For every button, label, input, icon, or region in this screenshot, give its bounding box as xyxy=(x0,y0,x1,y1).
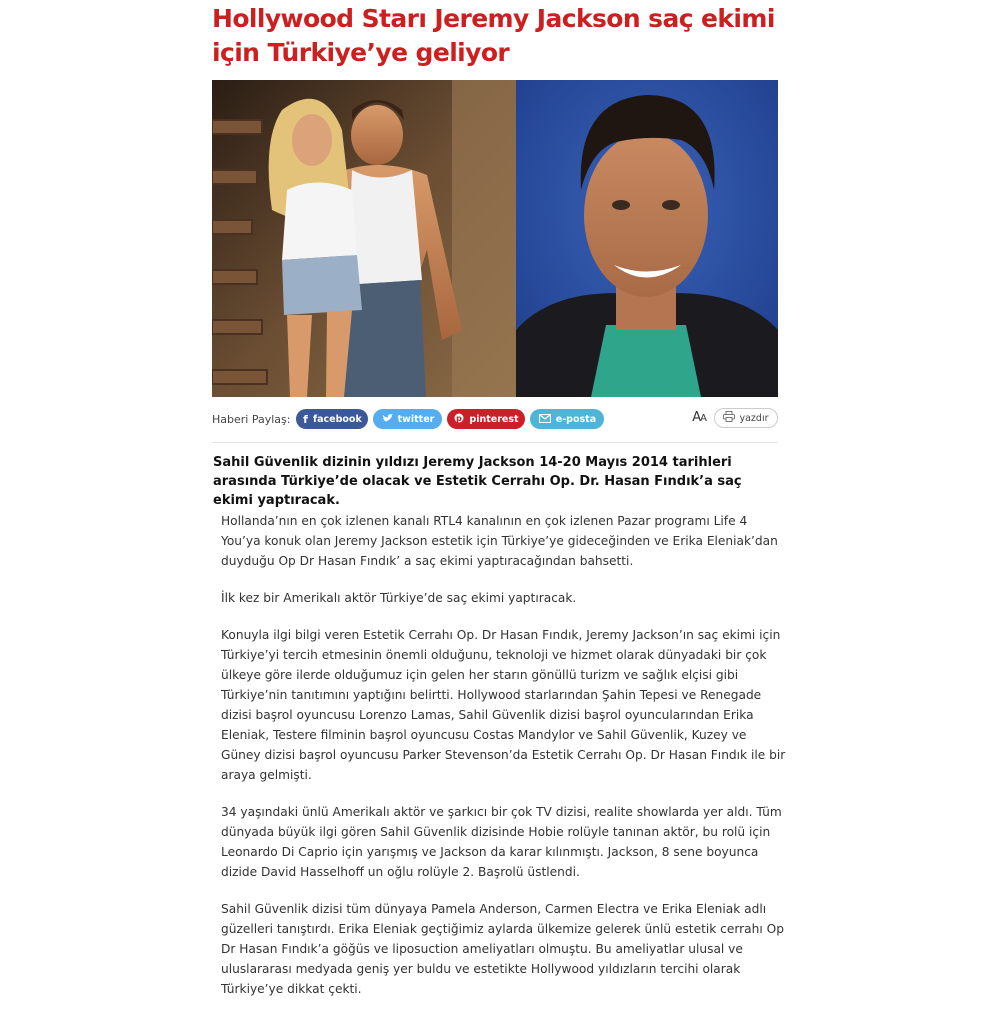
article-body xyxy=(221,511,786,1016)
article-title: Hollywood Starı Jeremy Jackson saç ekimi için Türkiye’ye geliyor xyxy=(212,4,775,67)
font-size-toggle[interactable] xyxy=(692,410,706,425)
twitter-icon xyxy=(382,413,393,426)
facebook-icon: f xyxy=(303,412,308,426)
twitter-share-label: twitter xyxy=(397,413,435,425)
envelope-icon xyxy=(539,413,551,426)
pinterest-share-button[interactable] xyxy=(447,409,525,429)
facebook-share-button[interactable] xyxy=(296,409,368,429)
share-bar xyxy=(212,405,778,433)
article-paragraph: İlk kez bir Amerikalı aktör Türkiye’de saç ekimi yaptıracak. xyxy=(221,591,577,605)
email-share-label: e-posta xyxy=(555,413,597,425)
email-share-button[interactable] xyxy=(530,409,604,429)
font-size-small: A xyxy=(700,413,706,424)
facebook-share-label: facebook xyxy=(312,413,362,425)
font-size-large: A xyxy=(692,410,701,425)
share-label: Haberi Paylaş: xyxy=(212,412,291,426)
article-paragraph: Konuyla ilgi bilgi veren Estetik Cerrahı Op. Dr Hasan Fındık, Jeremy Jackson’ın saç ekimi için Türkiye’yi tercih etmesinin önemli olduğunu, teknoloji ve hizmet olarak dünyadaki bir çok ülkeye göre ilerde olduğumuz için gelen her starın gönüllü turizm ve sağlık elçisi gibi Türkiye’nin tanıtımını yaptığını belirtti. Hollywood starlarından Şahin Tepesi ve Renegade dizisi başrol oyuncusu Lorenzo Lamas, Sahil Güvenlik dizisi başrol oyuncularından Erika Eleniak, Testere filminin başrol oyuncusu Costas Mandylor ve Sahil Güvenlik, Kuzey ve Güney dizisi başrol oyuncusu Parker Stevenson’da Estetik Cerrahı Op. Dr Hasan Fındık ile bir araya gelmişti. xyxy=(221,628,786,782)
article-photo-portrait xyxy=(516,80,778,397)
article-photo-couple xyxy=(212,80,516,397)
twitter-share-button[interactable] xyxy=(373,409,442,429)
article-paragraph: Hollanda’nın en çok izlenen kanalı RTL4 kanalının en çok izlenen Pazar programı Life 4 You’ya konuk olan Jeremy Jackson estetik için Türkiye’ye gideceğinden ve Erika Eleniak’dan duyduğu Op Dr Hasan Fındık’ a saç ekimi yaptıracağından bahsetti. xyxy=(221,514,778,568)
pinterest-share-label: pinterest xyxy=(469,413,519,425)
svg-text:p: p xyxy=(456,413,463,423)
pinterest-icon xyxy=(454,413,464,426)
article-paragraph: 34 yaşındaki ünlü Amerikalı aktör ve şarkıcı bir çok TV dizisi, realite showlarda yer aldı. Tüm dünyada büyük ilgi gören Sahil Güvenlik dizisinde Hobie rolüyle tanınan aktör, bu rolü için Leonardo Di Caprio için yarışmış ve Jackson da karar kılınmıştı. Jackson, 8 sene boyunca dizide David Hasselhoff un oğlu rolüyle 2. Başrolü üstlendi. xyxy=(221,805,782,879)
article-paragraph: Sahil Güvenlik dizisi tüm dünyaya Pamela Anderson, Carmen Electra ve Erika Eleniak adlı güzelleri tanıştırdı. Erika Eleniak geçtiğimiz aylarda ülkemize gelerek ünlü estetik cerrahı Op Dr Hasan Fındık’a göğüs ve liposuction ameliyatları olmuştu. Bu ameliyatlar ulusal ve uluslararası medyada geniş yer buldu ve estetikte Hollywood yıldızların tercihi olarak Türkiye’ye dikkat çekti. xyxy=(221,902,784,996)
print-button[interactable] xyxy=(714,408,778,428)
article-lead: Sahil Güvenlik dizinin yıldızı Jeremy Jackson 14-20 Mayıs 2014 tarihleri arasında Türkiye’de olacak ve Estetik Cerrahı Op. Dr. Hasan Fındık’a saç ekimi yaptıracak. xyxy=(213,455,742,508)
print-label: yazdır xyxy=(739,412,769,424)
divider xyxy=(212,442,778,443)
printer-icon xyxy=(723,411,735,425)
